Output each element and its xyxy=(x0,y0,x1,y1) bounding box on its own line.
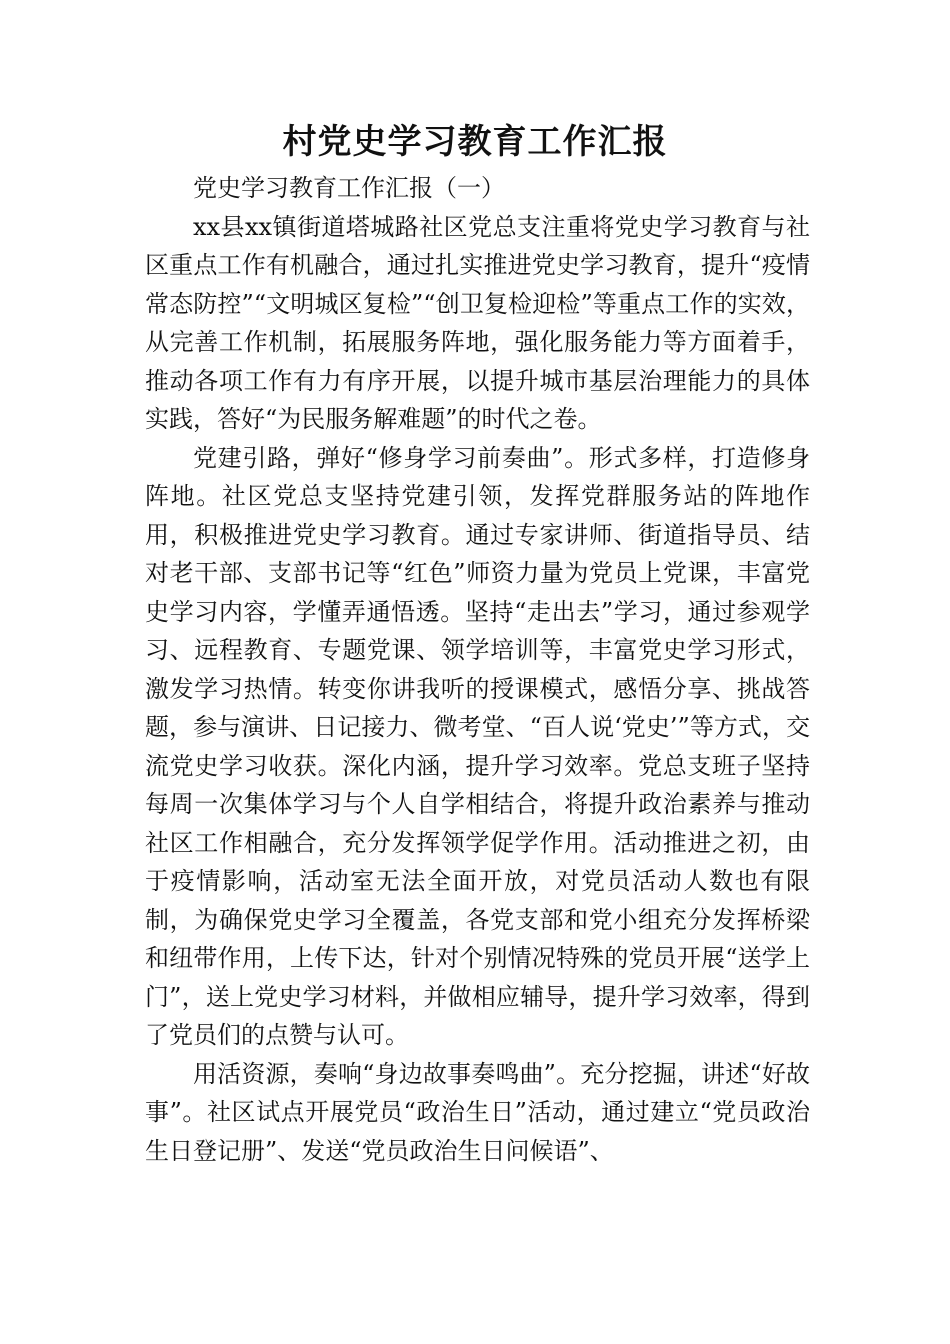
paragraph: 用活资源，奏响“身边故事奏鸣曲”。充分挖掘，讲述“好故事”。社区试点开展党员“政治生日”活动，通过建立“党员政治生日登记册”、发送“党员政治生日问候语”、 xyxy=(145,1059,810,1165)
document-body xyxy=(145,169,810,1170)
document-title: 村党史学习教育工作汇报 xyxy=(282,122,668,162)
paragraph: 党建引路，弹好“修身学习前奏曲”。形式多样，打造修身阵地。社区党总支坚持党建引领，发挥党群服务站的阵地作用，积极推进党史学习教育。通过专家讲师、街道指导员、结对老干部、支部书记等“红色”师资力量为党员上党课，丰富党史学习内容，学懂弄通悟透。坚持“走出去”学习，通过参观学习、远程教育、专题党课、领学培训等，丰富党史学习形式，激发学习热情。转变你讲我听的授课模式，感悟分享、挑战答题，参与演讲、日记接力、微考堂、“百人说‘党史’”等方式，交流党史学习收获。深化内涵，提升学习效率。党总支班子坚持每周一次集体学习与个人自学相结合，将提升政治素养与推动社区工作相融合，充分发挥领学促学作用。活动推进之初，由于疫情影响，活动室无法全面开放，对党员活动人数也有限制，为确保党史学习全覆盖，各党支部和党小组充分发挥桥梁和纽带作用，上传下达，针对个别情况特殊的党员开展“送学上门”，送上党史学习材料，并做相应辅导，提升学习效率，得到了党员们的点赞与认可。 xyxy=(145,443,810,1049)
paragraph-subtitle: 党史学习教育工作汇报（一） xyxy=(193,174,505,202)
paragraph: xx县xx镇街道塔城路社区党总支注重将党史学习教育与社区重点工作有机融合，通过扎实推进党史学习教育，提升“疫情常态防控”“文明城区复检”“创卫复检迎检”等重点工作的实效，从完善工作机制，拓展服务阵地，强化服务能力等方面着手，推动各项工作有力有序开展，以提升城市基层治理能力的具体实践，答好“为民服务解难题”的时代之卷。 xyxy=(145,212,810,433)
